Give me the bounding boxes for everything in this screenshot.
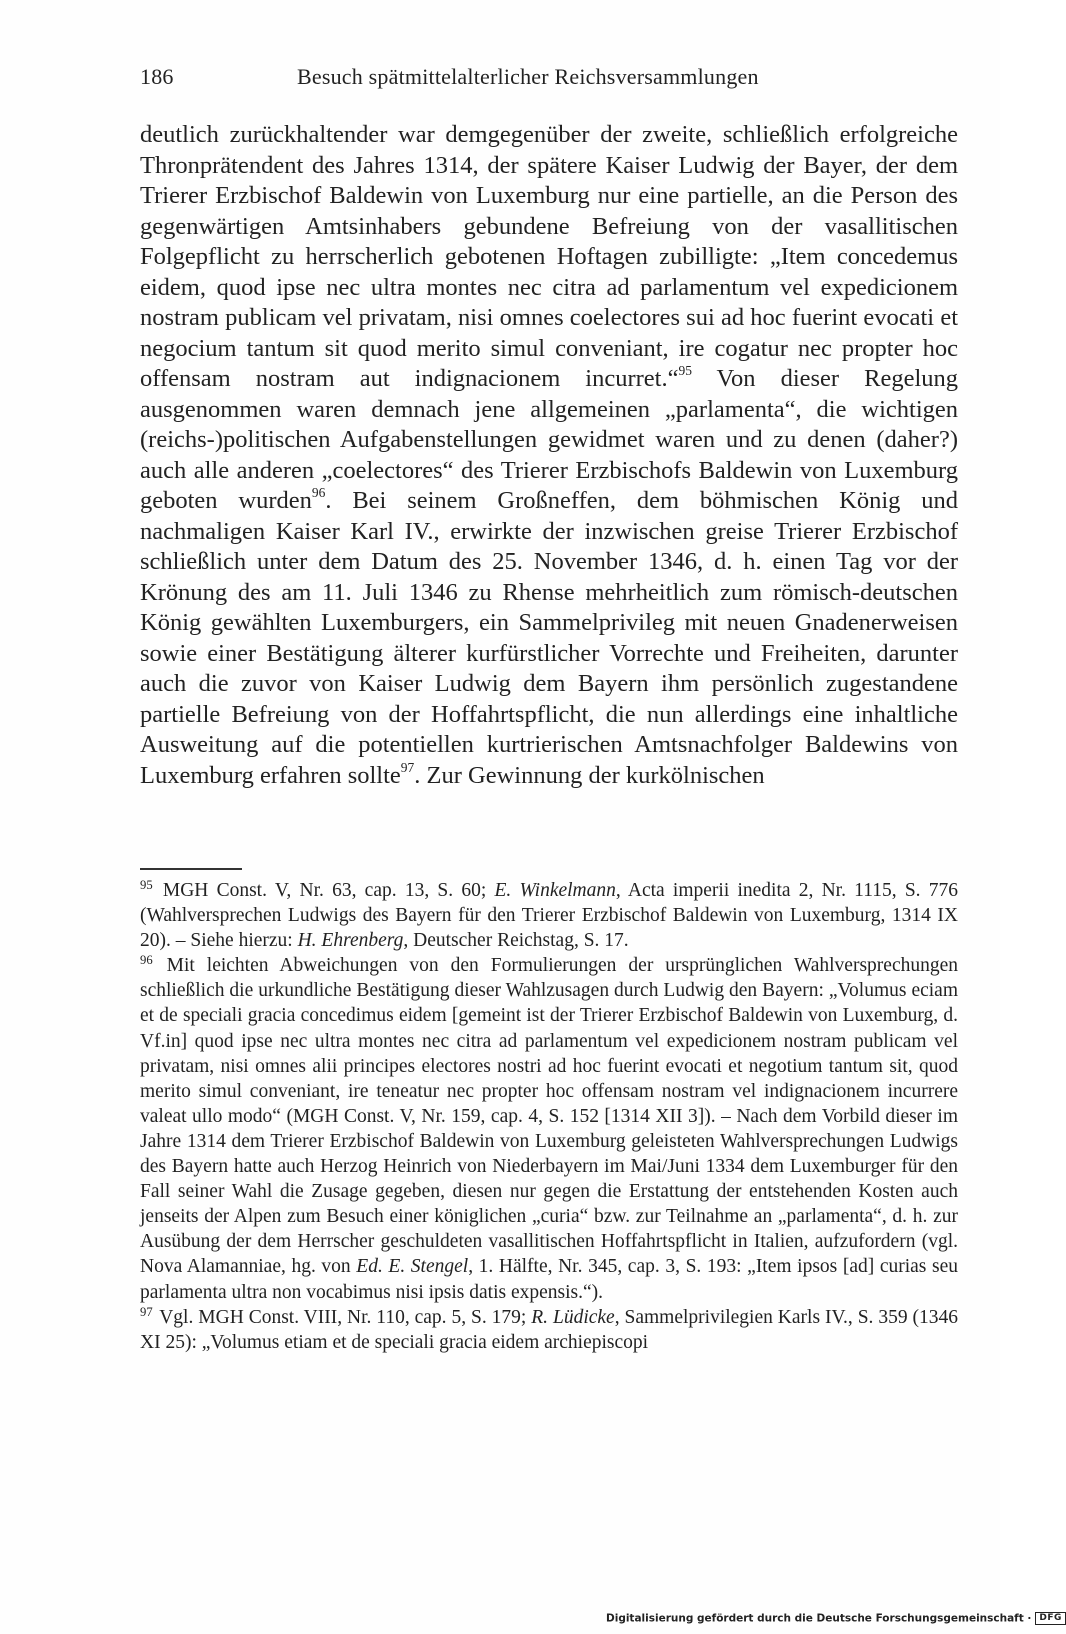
main-text: [140, 120, 958, 791]
footnote-text: MGH Const. V, Nr. 63, cap. 13, S. 60;: [154, 880, 495, 901]
text-segment: . Bei seinem Großneffen, dem böhmischen König und nachmaligen Kaiser Karl IV., erwirkte der inzwischen greise Trierer Erzbischof schließlich unter dem Datum des 25. November 1346, d. h. einen Tag vor der Krönung des am 11. Juli 1346 zu Rhense mehrheitlich zum römisch-deutschen König gewählten Luxemburgers, ein Sammelprivileg mit neuen Gnadenerweisen sowie einer Bestätigung älterer kurfürstlicher Vorrechte und Freiheiten, darunter auch die zuvor von Kaiser Ludwig dem Bayern ihm persönlich zugestandene partielle Befreiung von der Hoffahrtspflicht, die nun allerdings eine inhaltliche Ausweitung auf die potentiellen kurtrierischen Amtsnachfolger Baldewins von Luxemburg erfahren sollte: [140, 487, 958, 789]
footnote-97: [140, 1305, 958, 1355]
page-number: 186: [140, 64, 174, 89]
footnote-ref-95: 95: [678, 363, 692, 379]
footnote-number: 95: [140, 878, 153, 893]
footnote-separator: [140, 868, 242, 870]
author-name: H. Ehrenberg: [297, 930, 404, 952]
footnote-text: , 1. Hälfte, Nr. 345, cap. 3, S. 193: „Item ipsos [ad] curias seu parlamenta ultra non vocabimus nisi ipsis datis expensis.“).: [140, 1256, 958, 1303]
author-name: E. Winkelmann: [494, 880, 616, 901]
footnote-ref-96: 96: [311, 485, 326, 501]
footnote-95: [140, 878, 958, 953]
footnote-text: , Deutscher Reichstag, S. 17.: [403, 930, 629, 952]
author-name: R. Lüdicke: [531, 1306, 615, 1328]
author-name: Ed. E. Stengel: [356, 1256, 469, 1278]
footnote-96: [140, 953, 958, 1304]
footnote-number: 96: [140, 953, 153, 968]
footnote-ref-97: 97: [400, 759, 415, 775]
footnote-text: , Sammelprivilegien Karls IV., S. 359 (1346 XI 25): „Volumus etiam et de speciali gracia eidem archiepiscopi: [140, 1306, 958, 1353]
text-segment: deutlich zurückhaltender war demgegenüber der zweite, schließlich erfolgreiche Thronprätendent des Jahres 1314, der spätere Kaiser Ludwig der Bayer, der dem Trierer Erzbischof Baldewin von Luxemburg nur eine partielle, an die Person des gegenwärtigen Amtsinhabers gebundene Befreiung von der vasallitischen Folgepflicht zu herrscherlich gebotenen Hoftagen zubilligte: „Item concedemus eidem, quod ipse nec ultra montes nec citra ad parlamentum vel expedicionem nostram publicam vel privatam, nisi omnes coelectores sui ad hoc fuerint evocati et negocium tantum sit quod merito simul conveniant, ire cogatur nec propter hoc offensam nostram aut indignacionem incurret.“: [140, 121, 958, 392]
text-segment: Von dieser Regelung ausgenommen waren demnach jene allgemeinen „parlamenta“, die wichtigen (reichs-)politischen Aufgabenstellungen gewidmet waren und zu denen (daher?) auch alle anderen „coelectores“ des Trierer Erzbischofs Baldewin von Luxemburg geboten wurden: [140, 365, 958, 514]
credit-text: Digitalisierung gefördert durch die Deutsche Forschungsgemeinschaft: [606, 1612, 1024, 1625]
footnote-text: , Acta imperii inedita 2, Nr. 1115, S. 776 (Wahlversprechen Ludwigs des Bayern für den Trierer Erzbischof Baldewin von Luxemburg, 1314 IX 20). – Siehe hierzu:: [140, 880, 958, 952]
main-paragraph: [140, 120, 958, 791]
footnote-text: Vgl. MGH Const. VIII, Nr. 110, cap. 5, S. 179;: [154, 1306, 532, 1328]
running-title: Besuch spätmittelalterlicher Reichsversammlungen: [297, 64, 759, 89]
digitization-credit: Digitalisierung gefördert durch die Deutsche Forschungsgemeinschaft · DFG: [606, 1612, 1066, 1625]
footnotes: [140, 878, 958, 1355]
dfg-logo-icon: DFG: [1035, 1612, 1066, 1625]
footnote-text: Mit leichten Abweichungen von den Formulierungen der ursprünglichen Wahlversprechungen schließlich die urkundliche Bestätigung dieser Wahlzusagen durch Ludwig den Bayern: „Volumus eciam et de speciali gracia concedimus eidem [gemeint ist der Trierer Erzbischof Baldewin von Luxemburg, d. Vf.in] quod ipse nec ultra montes nec citra ad parlamentum vel expedicionem nostram publicam vel privatam, nisi omnes alii principes electores nostri ad hoc fuerint evocati et negotium tantum sit, quod merito simul conveniant, ire teneatur nec propter hoc offensam nostram vel indignacionem incurrere valeat ullo modo“ (MGH Const. V, Nr. 159, cap. 4, S. 152 [1314 XII 3]). – Nach dem Vorbild dieser im Jahre 1314 dem Trierer Erzbischof Baldewin von Luxemburg geleisteten Wahlversprechungen Ludwigs des Bayern hatte auch Herzog Heinrich von Niederbayern im Mai/Juni 1334 dem Luxemburger für den Fall seiner Wahl die Zusage gegeben, diesen nur gegen die Erstattung der entstehenden Kosten auch jenseits der Alpen zum Besuch einer königlichen „curia“ bzw. zur Teilnahme an „parlamenta“, d. h. zur Ausübung der dem Herrscher geschuldeten vasallitischen Hoffahrtspflicht in Italien, aufzufordern (vgl. Nova Alamanniae, hg. von: [140, 955, 958, 1278]
text-segment: . Zur Gewinnung der kurkölnischen: [414, 761, 765, 789]
footnote-number: 97: [140, 1304, 153, 1319]
